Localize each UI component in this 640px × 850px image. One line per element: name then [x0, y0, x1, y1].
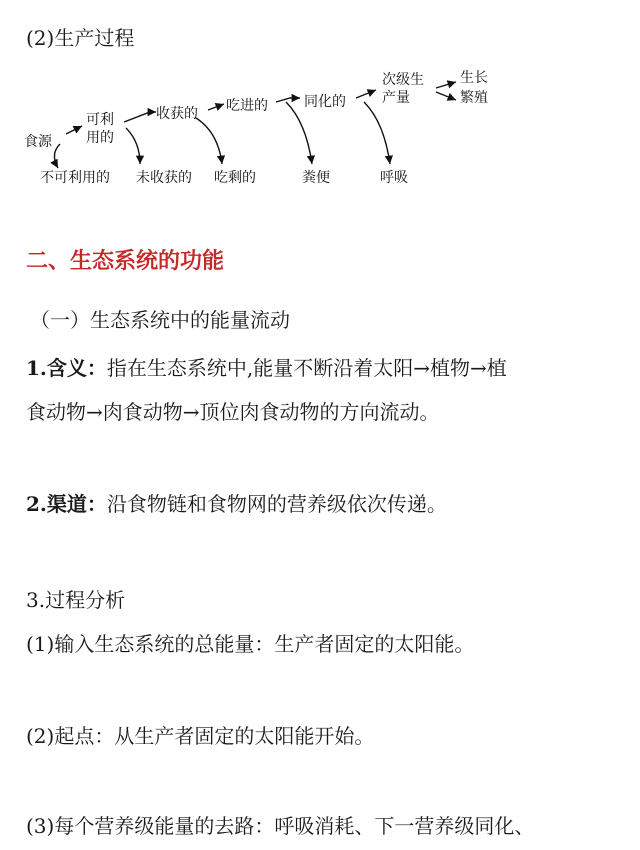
channel-label: 2.渠道： — [26, 492, 107, 516]
process-analysis-heading: 3.过程分析 — [26, 588, 126, 612]
node-respiration: 呼吸 — [380, 170, 408, 186]
node-reproduction: 繁殖 — [460, 90, 488, 106]
paragraph-channel — [26, 490, 447, 518]
subheading-energy-flow: （一）生态系统中的能量流动 — [30, 308, 290, 332]
node-growth: 生长 — [460, 70, 488, 86]
production-process-diagram — [0, 62, 640, 262]
node-eaten: 吃进的 — [226, 98, 268, 114]
section-title-production-process: (2)生产过程 — [26, 26, 135, 50]
node-secondary-line1: 次级生 — [382, 72, 424, 88]
node-feces: 粪便 — [302, 170, 330, 186]
channel-text: 沿食物链和食物网的营养级依次传递。 — [106, 492, 447, 516]
heading-ecosystem-functions: 二、生态系统的功能 — [26, 248, 225, 274]
paragraph-meaning — [26, 354, 507, 382]
node-unharvested: 未收获的 — [136, 170, 192, 186]
meaning-text-line2: 食动物→肉食动物→顶位肉食动物的方向流动。 — [26, 400, 440, 424]
process-item-2: (2)起点：从生产者固定的太阳能开始。 — [26, 724, 375, 748]
node-unusable: 不可利用的 — [40, 170, 110, 186]
node-assimilated: 同化的 — [304, 94, 346, 110]
node-usable-line2: 用的 — [86, 130, 114, 146]
node-leftover: 吃剩的 — [214, 170, 256, 186]
process-item-3: (3)每个营养级能量的去路：呼吸消耗、下一营养级同化、 — [26, 814, 535, 838]
node-food-source: 食源 — [24, 134, 52, 150]
node-harvested: 收获的 — [156, 106, 198, 122]
meaning-label: 1.含义： — [26, 356, 107, 380]
node-usable-line1: 可利 — [86, 112, 114, 128]
node-secondary-line2: 产量 — [382, 90, 410, 106]
process-item-1: (1)输入生态系统的总能量：生产者固定的太阳能。 — [26, 632, 475, 656]
meaning-text-line1: 指在生态系统中,能量不断沿着太阳→植物→植 — [106, 356, 507, 380]
